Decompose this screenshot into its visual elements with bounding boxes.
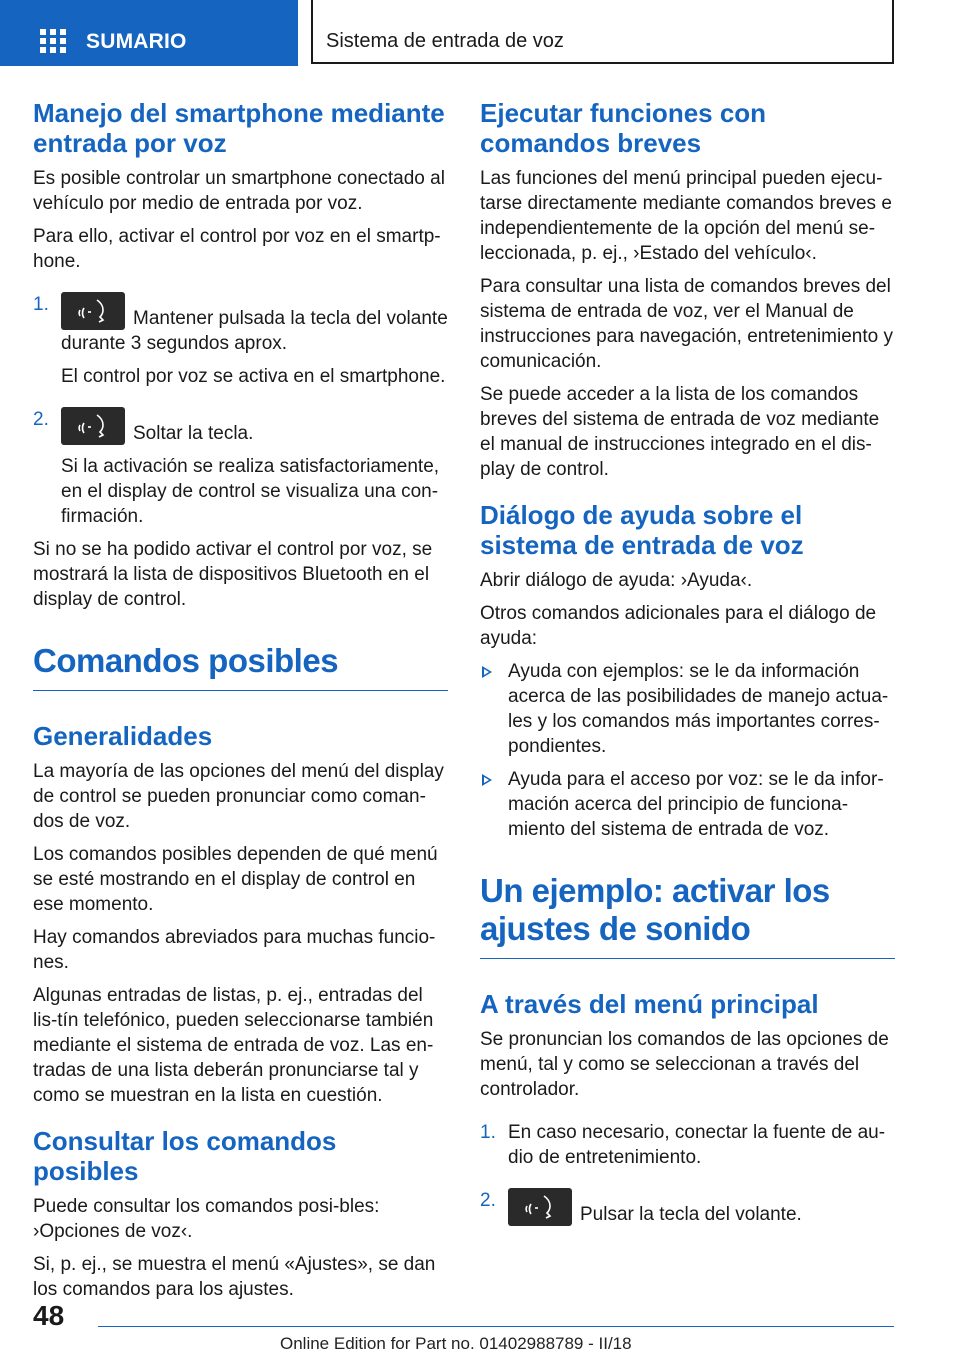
list-item xyxy=(480,659,895,759)
section-title: Sistema de entrada de voz xyxy=(326,30,564,52)
paragraph: Es posible controlar un smartphone conectado al vehículo por medio de entrada por voz. xyxy=(33,168,445,214)
paragraph: Otros comandos adicionales para el diálogo de ayuda: xyxy=(480,603,877,649)
sumario-button[interactable] xyxy=(0,0,298,66)
list-item-text: Ayuda con ejemplos: se le da información acerca de las posibilidades de manejo actua‐les y los comandos más importantes corres‐pondientes. xyxy=(508,661,889,757)
footer-edition: Online Edition for Part no. 01402988789 - II/18 xyxy=(280,1334,632,1353)
paragraph: Se puede acceder a la lista de los comandos breves del sistema de entrada de voz mediante el manual de instrucciones integrado en el dis‐play de control. xyxy=(480,384,880,480)
page-header xyxy=(0,0,960,66)
left-column xyxy=(33,98,448,1302)
step-number: 1. xyxy=(33,294,49,315)
step-text: Pulsar la tecla del volante. xyxy=(580,1204,802,1225)
voice-key-icon xyxy=(61,407,125,445)
paragraph: Para consultar una lista de comandos breves del sistema de entrada de voz, ver el Manual de instrucciones para navegación, entretenimiento y comunicación. xyxy=(480,276,893,372)
paragraph: Las funciones del menú principal pueden ejecu‐tarse directamente mediante comandos breves e independientemente de la opción del menú se‐leccionada, p. ej., ›Estado del vehículo‹. xyxy=(480,168,892,264)
sumario-label: SUMARIO xyxy=(86,30,187,53)
triangle-bullet-icon xyxy=(482,666,492,678)
paragraph: Algunas entradas de listas, p. ej., entradas del lis‐tín telefónico, pueden seleccionarse también mediante el sistema de entrada de voz. Las en‐tradas de una lista deberán pronunciarse tal y como se muestran en la lista en cuestión. xyxy=(33,985,434,1106)
step-number: 2. xyxy=(480,1190,496,1211)
step-subtext: Si la activación se realiza satisfactoriamente, en el display de control se visualiza una con‐firmación. xyxy=(61,456,440,527)
heading-smartphone: Manejo del smartphone mediante entrada por voz xyxy=(33,98,445,158)
step-number: 1. xyxy=(480,1122,496,1143)
heading-rule xyxy=(33,642,448,691)
heading-rule xyxy=(480,872,895,959)
paragraph: Si no se ha podido activar el control por voz, se mostrará la lista de dispositivos Bluetooth en el display de control. xyxy=(33,539,433,610)
step-number: 2. xyxy=(33,409,49,430)
step-text: En caso necesario, conectar la fuente de au‐dio de entretenimiento. xyxy=(508,1122,886,1168)
voice-key-icon xyxy=(508,1188,572,1226)
right-column xyxy=(480,98,895,1227)
step-text: Soltar la tecla. xyxy=(133,423,254,444)
paragraph: Los comandos posibles dependen de qué menú se esté mostrando en el display de control en ese momento. xyxy=(33,844,438,915)
paragraph: Si, p. ej., se muestra el menú «Ajustes», se dan los comandos para los ajustes. xyxy=(33,1254,436,1300)
heading-comandos-posibles: Comandos posibles xyxy=(33,642,339,679)
paragraph: Abrir diálogo de ayuda: ›Ayuda‹. xyxy=(480,570,753,591)
heading-dialogo: Diálogo de ayuda sobre el sistema de entrada de voz xyxy=(480,500,804,560)
page-number: 48 xyxy=(33,1300,65,1331)
heading-menu-principal: A través del menú principal xyxy=(480,989,819,1019)
paragraph: La mayoría de las opciones del menú del display de control se pueden pronunciar como coman‐dos de voz. xyxy=(33,761,444,832)
step-item xyxy=(33,292,448,389)
voice-key-icon xyxy=(61,292,125,330)
heading-generalidades: Generalidades xyxy=(33,721,213,751)
step-item xyxy=(480,1120,895,1170)
paragraph: Hay comandos abreviados para muchas funcio‐nes. xyxy=(33,927,436,973)
heading-consultar: Consultar los comandos posibles xyxy=(33,1126,337,1186)
paragraph: Se pronuncian los comandos de las opciones de menú, tal y como se seleccionan a través del controlador. xyxy=(480,1029,889,1100)
grid-menu-icon xyxy=(40,29,66,53)
step-text: Mantener pulsada la tecla del volante durante 3 segundos aprox. xyxy=(61,308,448,354)
triangle-bullet-icon xyxy=(482,774,492,786)
heading-ejecutar: Ejecutar funciones con comandos breves xyxy=(480,98,767,158)
step-subtext: El control por voz se activa en el smartphone. xyxy=(61,366,446,387)
heading-ejemplo: Un ejemplo: activar los ajustes de sonido xyxy=(480,872,830,947)
paragraph: Puede consultar los comandos posi‐bles: ›Opciones de voz‹. xyxy=(33,1196,380,1242)
step-item xyxy=(480,1188,895,1227)
section-title-tab xyxy=(311,0,894,64)
list-item xyxy=(480,767,895,842)
step-item xyxy=(33,407,448,529)
list-item-text: Ayuda para el acceso por voz: se le da infor‐mación acerca del principio de funciona‐miento del sistema de entrada de voz. xyxy=(508,769,884,840)
paragraph: Para ello, activar el control por voz en el smartp‐hone. xyxy=(33,226,441,272)
footer-rule xyxy=(98,1326,894,1327)
